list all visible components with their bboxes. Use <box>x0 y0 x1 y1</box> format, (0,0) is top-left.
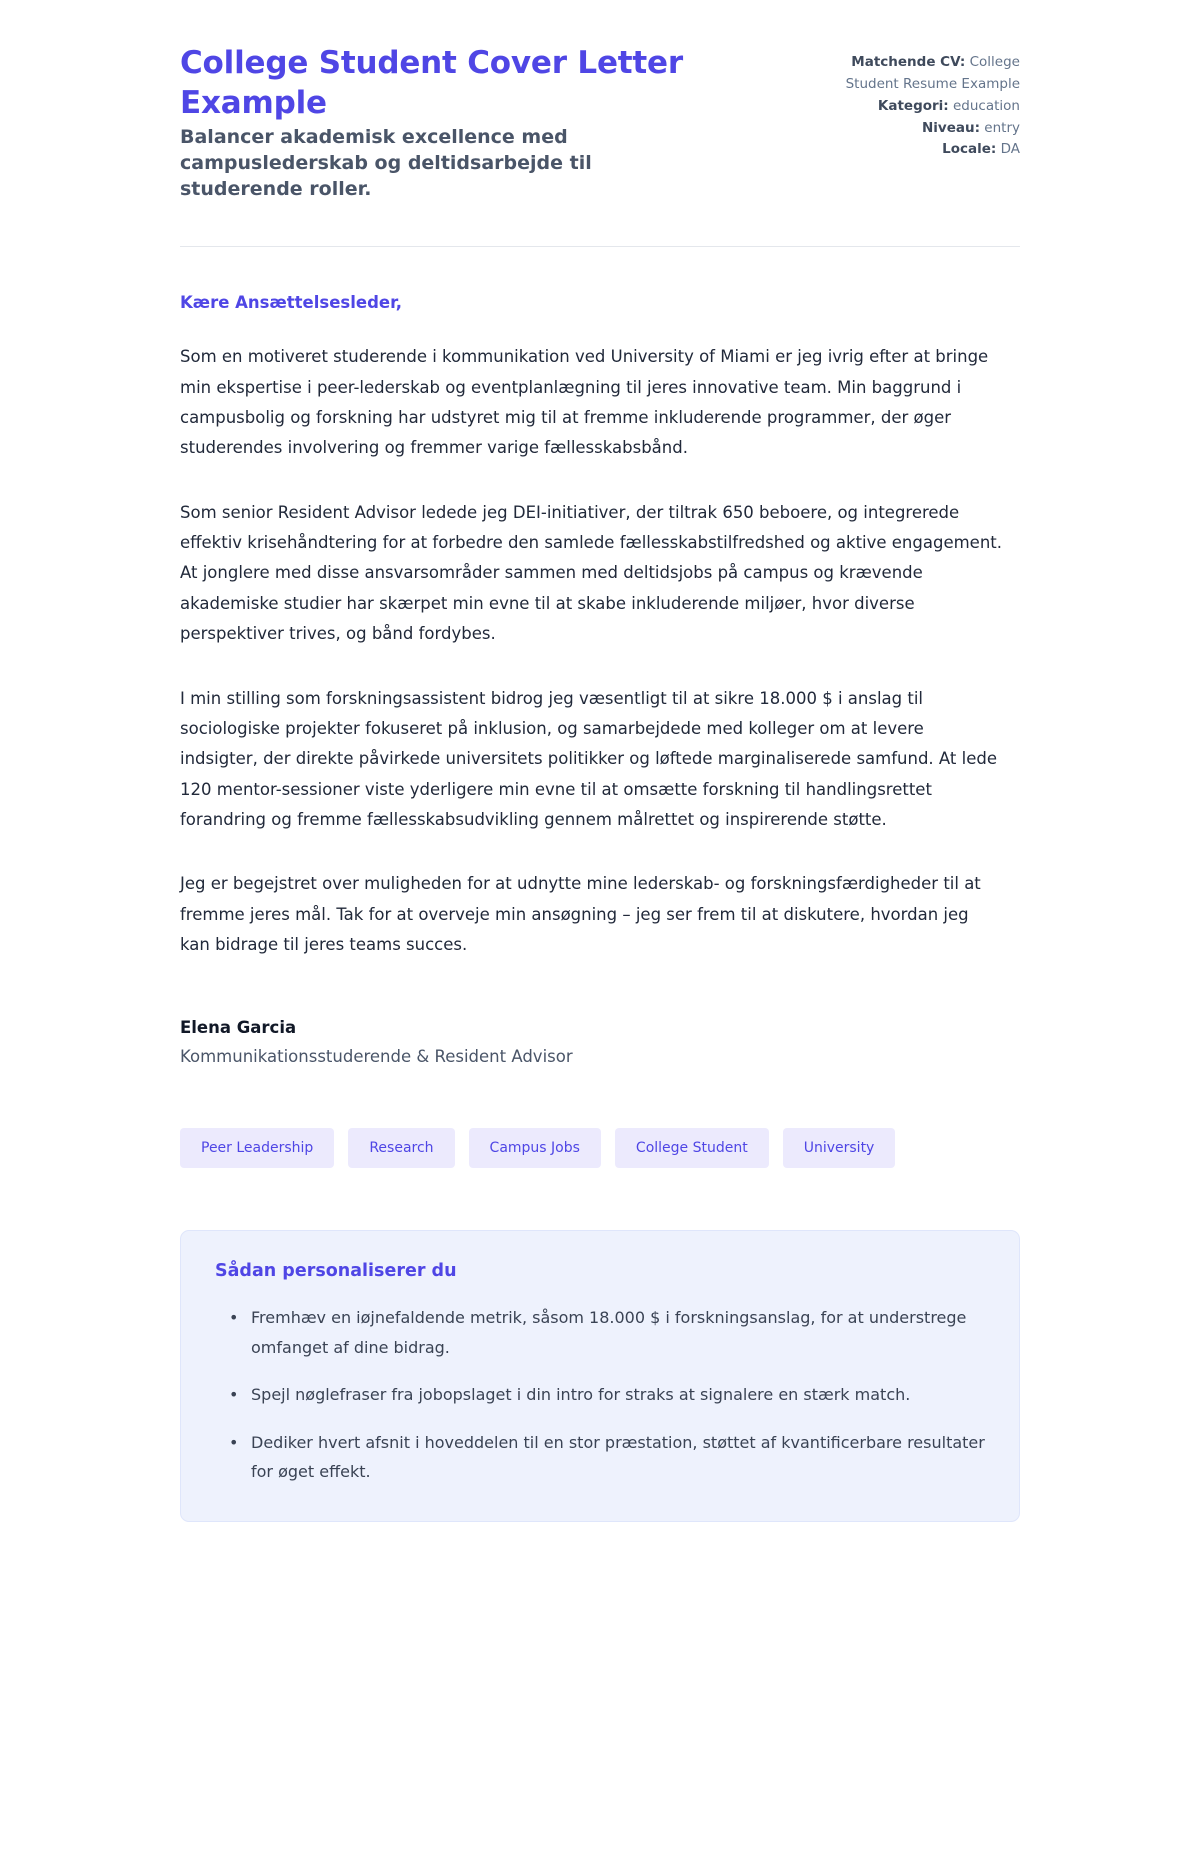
metadata-row-locale <box>805 139 1020 161</box>
header-title-block <box>180 44 765 202</box>
tips-list-item: • Spejl nøglefraser fra jobopslaget i din intro for straks at signalere en stærk match. <box>241 1380 985 1409</box>
metadata-label: Locale: <box>942 141 997 158</box>
tag-list <box>180 1128 1020 1168</box>
cover-letter-page <box>88 0 1112 1562</box>
tag-item[interactable]: College Student <box>615 1128 769 1168</box>
personalization-tips-panel <box>180 1230 1020 1521</box>
tips-list-item: • Fremhæv en iøjnefaldende metrik, såsom 18.000 $ i forskningsanslag, for at understrege omfanget af dine bidrag. <box>241 1303 985 1362</box>
metadata-row-level <box>805 118 1020 140</box>
tag-item[interactable]: Campus Jobs <box>469 1128 601 1168</box>
metadata-value: education <box>953 97 1020 114</box>
metadata-row-category <box>805 96 1020 118</box>
metadata-value: College Student Resume Example <box>845 54 1020 92</box>
signature-name: Elena Garcia <box>180 1018 297 1038</box>
letter-salutation: Kære Ansættelsesleder, <box>180 293 403 313</box>
metadata-label: Matchende CV: <box>851 54 966 70</box>
metadata-row-matching-resume <box>805 52 1020 96</box>
tips-list-item: • Dediker hvert afsnit i hoveddelen til en stor præstation, støttet af kvantificerbare resultater for øget effekt. <box>241 1428 985 1487</box>
tag-item[interactable]: University <box>783 1128 896 1168</box>
signature-role: Kommunikationsstuderende & Resident Advisor <box>180 1047 573 1067</box>
metadata-label: Kategori: <box>877 97 949 114</box>
document-metadata <box>805 44 1020 161</box>
tips-title: Sådan personaliserer du <box>215 1261 457 1282</box>
tag-item[interactable]: Peer Leadership <box>180 1128 334 1168</box>
page-header <box>180 44 1020 202</box>
metadata-value: DA <box>1000 141 1020 158</box>
letter-paragraph-3: I min stilling som forskningsassistent bidrog jeg væsentligt til at sikre 18.000 $ i anslag til sociologiske projekter fokuseret på inklusion, og samarbejdede med kolleger om at levere indsigter, der direkte påvirkede universitets politikker og løftede marginaliserede samfund. At lede 120 mentor-sessioner viste yderligere min evne til at omsætte forskning til handlingsrettet forandring og fremme fællesskabsudvikling gennem målrettet og inspirerende støtte. <box>180 688 997 829</box>
page-title: College Student Cover Letter Example <box>180 45 683 121</box>
letter-paragraph-1: Som en motiveret studerende i kommunikation ved University of Miami er jeg ivrig efter at bringe min ekspertise i peer-lederskab og eventplanlægning til jeres innovative team. Min baggrund i campusbolig og forskning har udstyret mig til at fremme inkluderende programmer, der øger studerendes involvering og fremmer varige fællesskabsbånd. <box>180 347 989 458</box>
metadata-label: Niveau: <box>921 119 980 136</box>
page-subtitle: Balancer akademisk excellence med campuslederskab og deltidsarbejde til studerende roller. <box>180 126 592 200</box>
letter-paragraph-4: Jeg er begejstret over muligheden for at udnytte mine lederskab- og forskningsfærdigheder til at fremme jeres mål. Tak for at overveje min ansøgning – jeg ser frem til at diskutere, hvordan jeg kan bidrage til jeres teams succes. <box>180 874 981 955</box>
metadata-value: entry <box>984 119 1020 136</box>
letter-paragraph-2: Som senior Resident Advisor ledede jeg DEI-initiativer, der tiltrak 650 beboere, og integrerede effektiv krisehåndtering for at forbedre den samlede fællesskabstilfredshed og aktive engagement. At jonglere med disse ansvarsområder sammen med deltidsjobs på campus og krævende akademiske studier har skærpet min evne til at skabe inkluderende miljøer, hvor diverse perspektiver trives, og bånd fordybes. <box>180 502 1002 644</box>
tips-list <box>215 1303 985 1486</box>
letter-signature <box>180 1018 1020 1066</box>
cover-letter-body <box>180 247 1020 1066</box>
tag-item[interactable]: Research <box>348 1128 454 1168</box>
